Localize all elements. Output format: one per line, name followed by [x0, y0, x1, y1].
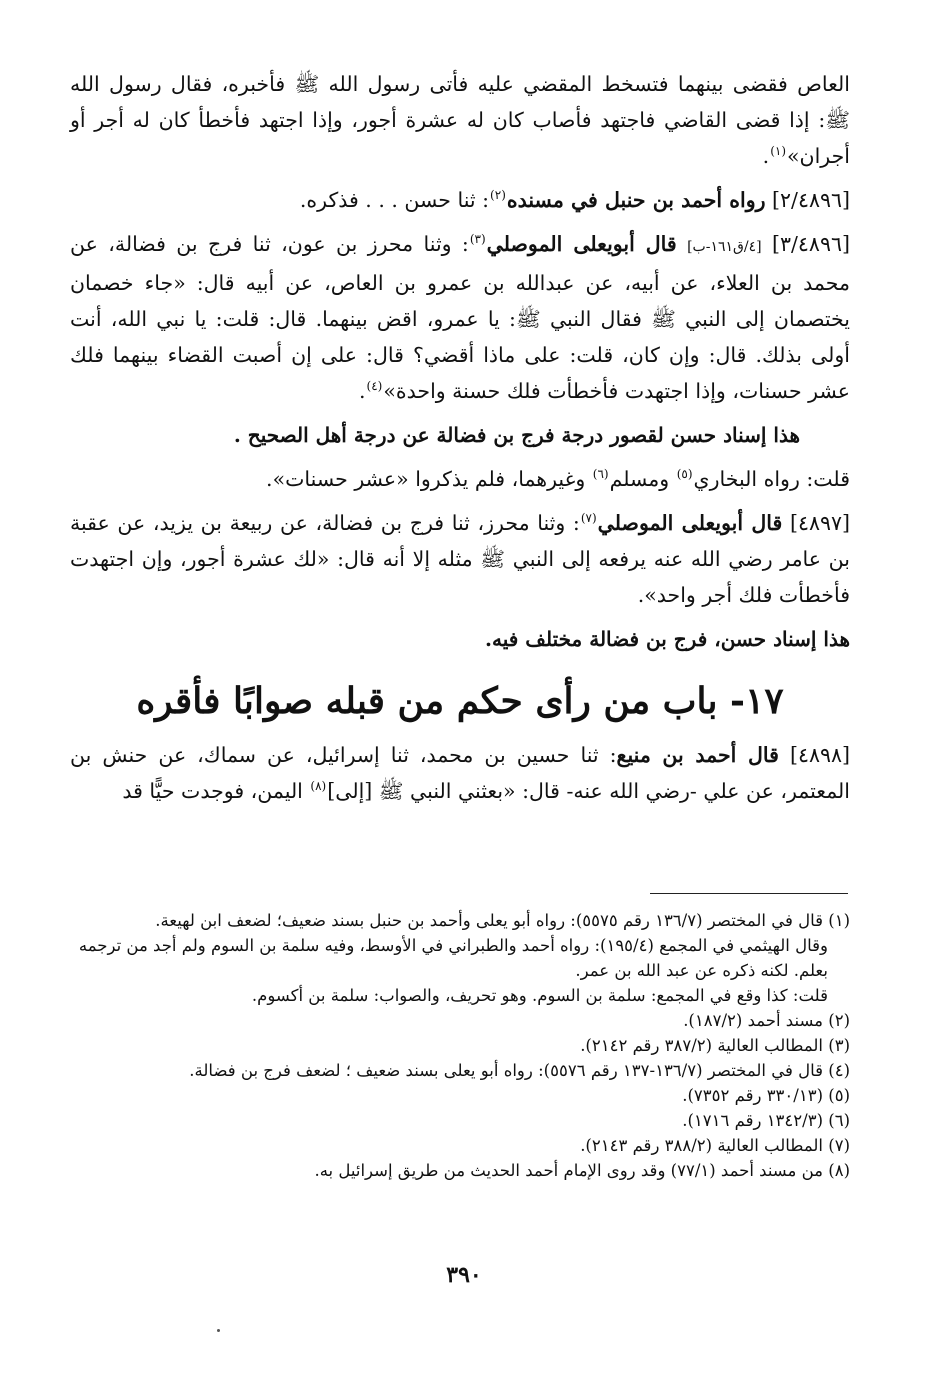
- footnote: (٨) من مسند أحمد (٧٧/١) وقد روى الإمام أحمد الحديث من طريق إسرائيل به.: [314, 1161, 850, 1180]
- footnote-ref: (٨): [310, 779, 327, 794]
- paragraph-continuation: [70, 66, 850, 174]
- footnote: (٤) قال في المختصر (١٣٦/٧-١٣٧ رقم ٥٥٧٦): رواه أبو يعلى بسند ضعيف ؛ لضعف فرج بن فضالة.: [189, 1061, 850, 1080]
- hadith-number: [٤٨٩٨]: [789, 743, 850, 767]
- commentary-text: وغيرهما، فلم يذكروا «عشر حسنات».: [266, 467, 592, 491]
- hadith-number: [٢/٤٨٩٦]: [772, 188, 850, 212]
- hadith-4896-3: [70, 226, 850, 409]
- footnote-ref: (١): [770, 144, 787, 159]
- commentary: [70, 461, 850, 497]
- scan-speck: [217, 1329, 220, 1332]
- chapter-heading: ١٧- باب من رأى حكم من قبله صوابًا فأقره: [136, 680, 784, 722]
- hadith-number: [٤٨٩٧]: [789, 511, 850, 535]
- commentary-lead: قلت: رواه البخاري: [693, 467, 850, 491]
- narrator-intro: قال أحمد بن منيع: [616, 743, 779, 767]
- footnote-separator: [650, 893, 848, 894]
- footnote: (٥) (٣٣٠/١٣ رقم ٧٣٥٢).: [682, 1086, 850, 1105]
- footnote-continuation: قلت: كذا وقع في المجمع: سلمة بن السوم. وهو تحريف، والصواب: سلمة بن أكسوم.: [251, 986, 828, 1005]
- footnote: (١) قال في المختصر (١٣٦/٧ رقم ٥٥٧٥): رواه أبو يعلى وأحمد بن حنبل بسند ضعيف؛ لضعف ابن لهيعة.: [155, 911, 850, 930]
- hadith-text: : وثنا محرز بن عون، ثنا فرج بن فضالة، عن محمد بن العلاء، عن أبيه، عن عبدالله بن عمرو بن العاص، عن أبيه قال: «جاء خصمان يختصمان إلى النبي ﷺ فقال النبي ﷺ: يا عمرو، اقض بينهما. قال: قلت: يا نبي الله، أنت أولى بذلك. قال: وإن كان، قلت: على ماذا أقضي؟ قال: على إن أصبت القضاء بينهما فلك عشر حسنات، وإذا اجتهدت فأخطأت فلك حسنة واحدة»: [70, 232, 850, 403]
- isnad-verdict: هذا إسناد حسن لقصور درجة فرج بن فضالة عن درجة أهل الصحيح .: [233, 423, 800, 447]
- footnotes: [70, 908, 850, 1183]
- footnote-continuation: وقال الهيثمي في المجمع (١٩٥/٤): رواه أحمد والطبراني في الأوسط، وفيه سلمة بن السوم ولم أجد من ترجمه بعلم. لكنه ذكره عن عبد الله بن عمر.: [78, 936, 828, 980]
- footnote-ref: (٦): [592, 467, 609, 482]
- narrator-intro: رواه أحمد بن حنبل في مسنده: [506, 188, 766, 212]
- footnote: (٦) (١٣٤٢/٣ رقم ١٧١٦).: [682, 1111, 850, 1130]
- footnote-ref: (٥): [676, 467, 693, 482]
- footnote: (٢) مسند أحمد (١٨٧/٢).: [683, 1011, 850, 1030]
- hadith-text: : وثنا محرز، ثنا فرج بن فضالة، عن ربيعة بن يزيد، عن عقبة بن عامر رضي الله عنه يرفعه إلى النبي ﷺ مثله إلا أنه قال: «لك عشرة أجور، وإن اجتهدت فأخطأت فلك أجر واحد».: [70, 511, 850, 607]
- footnote: (٣) المطالب العالية (٣٨٧/٢ رقم ٢١٤٢).: [580, 1036, 850, 1055]
- narrator-intro: قال أبويعلى الموصلي: [597, 511, 783, 535]
- hadith-number: [٣/٤٨٩٦]: [772, 232, 850, 256]
- hadith-text-end: اليمن، فوجدت حيًّا قد: [122, 779, 310, 803]
- sentence-end: .: [762, 144, 770, 168]
- footnote-ref: (٤): [366, 379, 383, 394]
- footnote-ref: (٧): [580, 511, 597, 526]
- hadith-text: : ثنا حسين بن محمد، ثنا إسرائيل، عن سماك، عن حنش بن المعتمر، عن علي -رضي الله عنه- قال: «بعثني النبي ﷺ [إلى]: [70, 743, 850, 803]
- footnote: (٧) المطالب العالية (٣٨٨/٢ رقم ٢١٤٣).: [580, 1136, 850, 1155]
- footnote-ref: (٢): [490, 188, 506, 203]
- footnote-ref: (٣): [469, 232, 486, 247]
- sentence-end: .: [359, 379, 366, 403]
- manuscript-ref: [٤/ق١٦١-ب]: [687, 239, 762, 255]
- hadith-4897: [70, 505, 850, 613]
- hadith-4896-2: [70, 182, 850, 218]
- hadith-text: العاص فقضى بينهما فتسخط المقضي عليه فأتى رسول الله ﷺ فأخبره، فقال رسول الله ﷺ: إذا قضى القاضي فاجتهد فأصاب كان له عشرة أجور، وإذا اجتهد فأخطأ كان له أجر أو أجران»: [70, 72, 850, 168]
- isnad-verdict: هذا إسناد حسن، فرج بن فضالة مختلف فيه.: [485, 627, 850, 651]
- hadith-text: : ثنا حسن . . . فذكره.: [299, 188, 490, 212]
- commentary-mid: ومسلم: [609, 467, 676, 491]
- page-number: ٣٩٠: [446, 1262, 482, 1288]
- narrator-intro: قال أبويعلى الموصلي: [486, 232, 677, 256]
- page-body: [70, 66, 850, 817]
- hadith-4898: [70, 737, 850, 809]
